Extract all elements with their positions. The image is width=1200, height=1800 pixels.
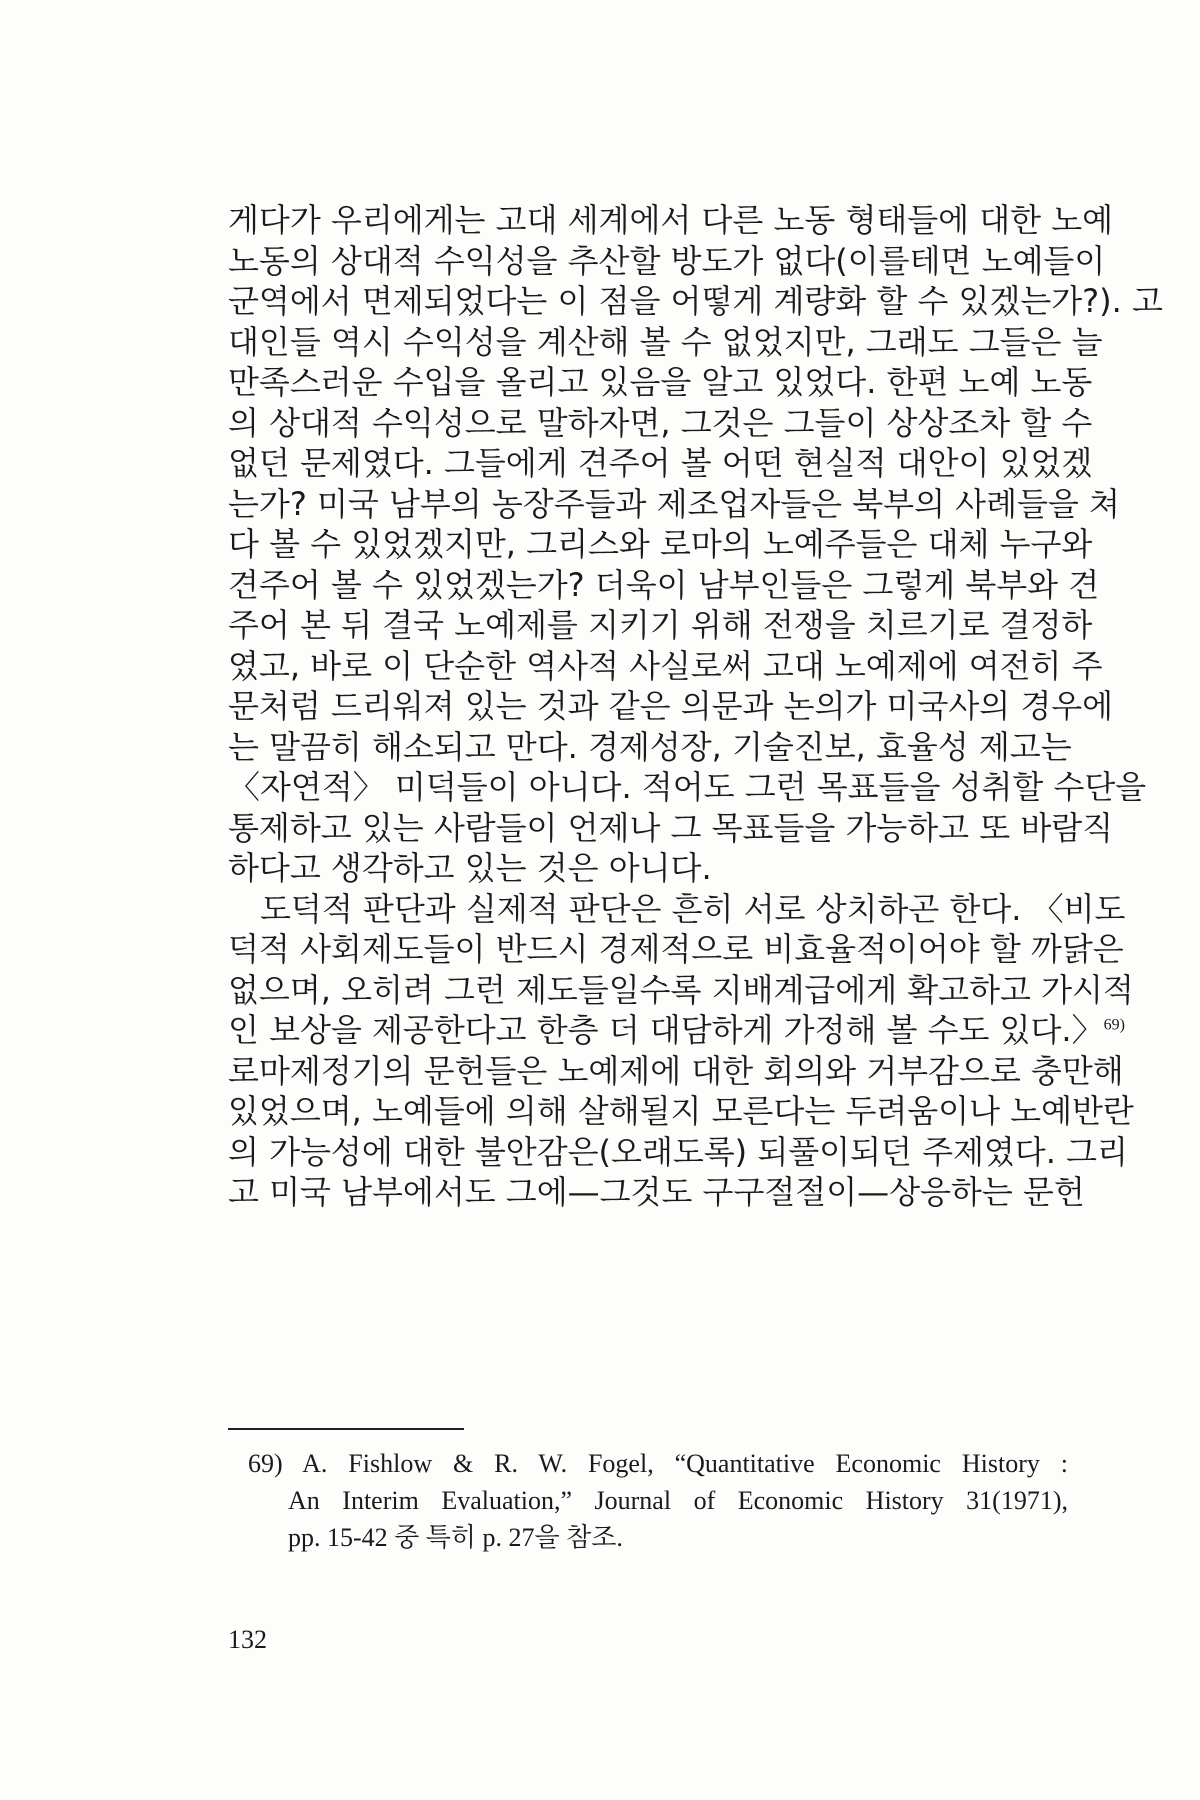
text-line: 도덕적 판단과 실제적 판단은 흔히 서로 상치하곤 한다. 〈비도: [260, 889, 1126, 928]
text-line: 게다가 우리에게는 고대 세계에서 다른 노동 형태들에 대한 노예: [228, 201, 1114, 239]
text-line: 다 볼 수 있었겠지만, 그리스와 로마의 노예주들은 대체 누구와: [228, 525, 1093, 563]
text-line: 는가? 미국 남부의 농장주들과 제조업자들은 북부의 사례들을 쳐: [228, 484, 1120, 523]
text-line: 고 미국 남부에서도 그에—그것도 구구절절이—상응하는 문헌: [228, 1173, 1085, 1211]
footnote-reference[interactable]: 69): [1103, 1016, 1125, 1034]
text-line: 없으며, 오히려 그런 제도들일수록 지배계급에게 확고하고 가시적: [228, 970, 1134, 1009]
page-number: 132: [228, 1625, 267, 1654]
text-line: 〈자연적〉 미덕들이 아니다. 적어도 그런 목표들을 성취할 수단을: [228, 768, 1147, 806]
text-line: 견주어 볼 수 있었겠는가? 더욱이 남부인들은 그렇게 북부와 견: [228, 565, 1100, 604]
footnote-divider: [228, 1428, 464, 1430]
text-line-with-footnote: [228, 1010, 1125, 1051]
text-line: 덕적 사회제도들이 반드시 경제적으로 비효율적이어야 할 까닭은: [228, 930, 1124, 968]
body-text: [228, 200, 1163, 1213]
text-line: 의 상대적 수익성으로 말하자면, 그것은 그들이 상상조차 할 수: [228, 403, 1093, 442]
text-line: 만족스러운 수입을 올리고 있음을 알고 있었다. 한편 노예 노동: [228, 363, 1093, 401]
text-line: 문처럼 드리워져 있는 것과 같은 의문과 논의가 미국사의 경우에: [228, 687, 1114, 725]
text-line: 없던 문제였다. 그들에게 견주어 볼 어떤 현실적 대안이 있었겠: [228, 444, 1093, 482]
footnote-line: 69) A. Fishlow & R. W. Fogel, “Quantitative Economic History :: [248, 1449, 1068, 1478]
text-line: 군역에서 면제되었다는 이 점을 어떻게 계량화 할 수 있겠는가?). 고: [228, 282, 1163, 320]
text-line: 통제하고 있는 사람들이 언제나 그 목표들을 가능하고 또 바람직: [228, 808, 1114, 847]
text-line: 하다고 생각하고 있는 것은 아니다.: [228, 849, 712, 887]
text-line: 노동의 상대적 수익성을 추산할 방도가 없다(이를테면 노예들이: [228, 241, 1106, 280]
text-line: 주어 본 뒤 결국 노예제를 지키기 위해 전쟁을 치르기로 결정하: [228, 606, 1093, 644]
text-line: 대인들 역시 수익성을 계산해 볼 수 없었지만, 그래도 그들은 늘: [228, 322, 1103, 361]
text-line-content: 인 보상을 제공한다고 한층 더 대담하게 가정해 볼 수도 있다.〉: [228, 1011, 1104, 1049]
text-line: 였고, 바로 이 단순한 역사적 사실로써 고대 노예제에 여전히 주: [228, 646, 1103, 685]
footnote-line: An Interim Evaluation,” Journal of Economic History 31(1971),: [288, 1486, 1068, 1515]
text-line: 의 가능성에 대한 불안감은(오래도록) 되풀이되던 주제였다. 그리: [228, 1132, 1128, 1171]
footnote-line: pp. 15-42 중 특히 p. 27을 참조.: [288, 1523, 623, 1552]
footnotes: [248, 1445, 1068, 1556]
text-line: 로마제정기의 문헌들은 노예제에 대한 회의와 거부감으로 충만해: [228, 1051, 1124, 1090]
text-line: 는 말끔히 해소되고 만다. 경제성장, 기술진보, 효율성 제고는: [228, 727, 1072, 766]
text-line: 있었으며, 노예들에 의해 살해될지 모른다는 두려움이나 노예반란: [228, 1092, 1134, 1130]
